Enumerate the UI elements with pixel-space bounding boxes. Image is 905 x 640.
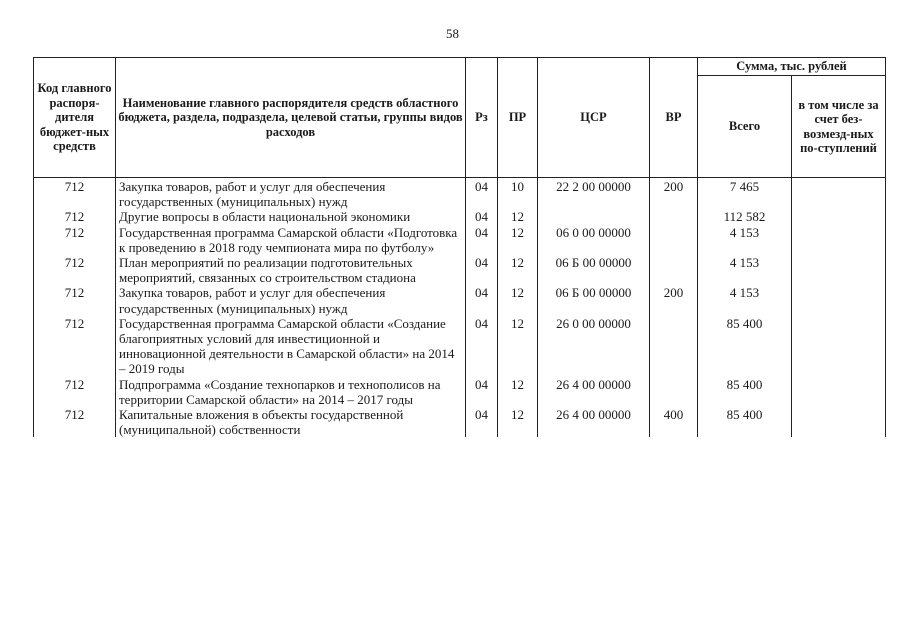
table-row [34, 285, 886, 315]
table-row [34, 377, 886, 407]
rz-cell: 04 [466, 209, 498, 224]
vr-cell [650, 316, 698, 377]
csr-cell: 06 Б 00 00000 [538, 285, 650, 315]
name-cell: Закупка товаров, работ и услуг для обеспечения государственных (муниципальных) нужд [116, 285, 466, 315]
table-row [34, 407, 886, 437]
rz-cell: 04 [466, 316, 498, 377]
total-cell: 112 582 [698, 209, 792, 224]
table-row [34, 255, 886, 285]
total-cell: 4 153 [698, 285, 792, 315]
pr-cell: 10 [498, 178, 538, 210]
csr-cell: 26 4 00 00000 [538, 377, 650, 407]
table-row [34, 225, 886, 255]
rz-cell: 04 [466, 285, 498, 315]
grants-cell [792, 285, 886, 315]
total-cell: 4 153 [698, 255, 792, 285]
table-row [34, 316, 886, 377]
rz-cell: 04 [466, 407, 498, 437]
name-cell: Другие вопросы в области национальной экономики [116, 209, 466, 224]
csr-cell [538, 209, 650, 224]
code-cell: 712 [34, 209, 116, 224]
table-body [34, 178, 886, 438]
name-cell: Капитальные вложения в объекты государственной (муниципальной) собственности [116, 407, 466, 437]
vr-cell: 400 [650, 407, 698, 437]
pr-cell: 12 [498, 407, 538, 437]
pr-cell: 12 [498, 377, 538, 407]
rz-cell: 04 [466, 225, 498, 255]
code-cell: 712 [34, 407, 116, 437]
header-pr: ПР [498, 58, 538, 178]
vr-cell [650, 255, 698, 285]
csr-cell: 22 2 00 00000 [538, 178, 650, 210]
vr-cell [650, 209, 698, 224]
header-vr: ВР [650, 58, 698, 178]
header-total: Всего [698, 76, 792, 178]
header-code: Код главного распоря-дителя бюджет-ных средств [34, 58, 116, 178]
code-cell: 712 [34, 255, 116, 285]
header-name: Наименование главного распорядителя средств областного бюджета, раздела, подраздела, целевой статьи, группы видов расходов [116, 58, 466, 178]
budget-table [33, 57, 886, 437]
grants-cell [792, 255, 886, 285]
grants-cell [792, 225, 886, 255]
pr-cell: 12 [498, 285, 538, 315]
name-cell: Государственная программа Самарской области «Создание благоприятных условий для инвестиционной и инновационной деятельности в Самарской области» на 2014 – 2019 годы [116, 316, 466, 377]
grants-cell [792, 316, 886, 377]
header-rz: Рз [466, 58, 498, 178]
vr-cell: 200 [650, 178, 698, 210]
table-row [34, 209, 886, 224]
code-cell: 712 [34, 285, 116, 315]
total-cell: 4 153 [698, 225, 792, 255]
total-cell: 85 400 [698, 316, 792, 377]
vr-cell [650, 377, 698, 407]
total-cell: 85 400 [698, 407, 792, 437]
csr-cell: 06 0 00 00000 [538, 225, 650, 255]
csr-cell: 06 Б 00 00000 [538, 255, 650, 285]
table-row [34, 178, 886, 210]
header-sum: Сумма, тыс. рублей [698, 58, 886, 76]
code-cell: 712 [34, 316, 116, 377]
name-cell: Государственная программа Самарской области «Подготовка к проведению в 2018 году чемпионата мира по футболу» [116, 225, 466, 255]
vr-cell: 200 [650, 285, 698, 315]
code-cell: 712 [34, 225, 116, 255]
page-number: 58 [446, 26, 459, 41]
pr-cell: 12 [498, 209, 538, 224]
pr-cell: 12 [498, 255, 538, 285]
vr-cell [650, 225, 698, 255]
header-grants: в том числе за счет без-возмезд-ных по-ступлений [792, 76, 886, 178]
rz-cell: 04 [466, 178, 498, 210]
pr-cell: 12 [498, 316, 538, 377]
grants-cell [792, 377, 886, 407]
grants-cell [792, 209, 886, 224]
name-cell: План мероприятий по реализации подготовительных мероприятий, связанных со строительством стадиона [116, 255, 466, 285]
rz-cell: 04 [466, 377, 498, 407]
total-cell: 85 400 [698, 377, 792, 407]
code-cell: 712 [34, 178, 116, 210]
total-cell: 7 465 [698, 178, 792, 210]
csr-cell: 26 0 00 00000 [538, 316, 650, 377]
name-cell: Подпрограмма «Создание технопарков и технополисов на территории Самарской области» на 2014 – 2017 годы [116, 377, 466, 407]
pr-cell: 12 [498, 225, 538, 255]
grants-cell [792, 407, 886, 437]
csr-cell: 26 4 00 00000 [538, 407, 650, 437]
code-cell: 712 [34, 377, 116, 407]
rz-cell: 04 [466, 255, 498, 285]
name-cell: Закупка товаров, работ и услуг для обеспечения государственных (муниципальных) нужд [116, 178, 466, 210]
header-csr: ЦСР [538, 58, 650, 178]
grants-cell [792, 178, 886, 210]
